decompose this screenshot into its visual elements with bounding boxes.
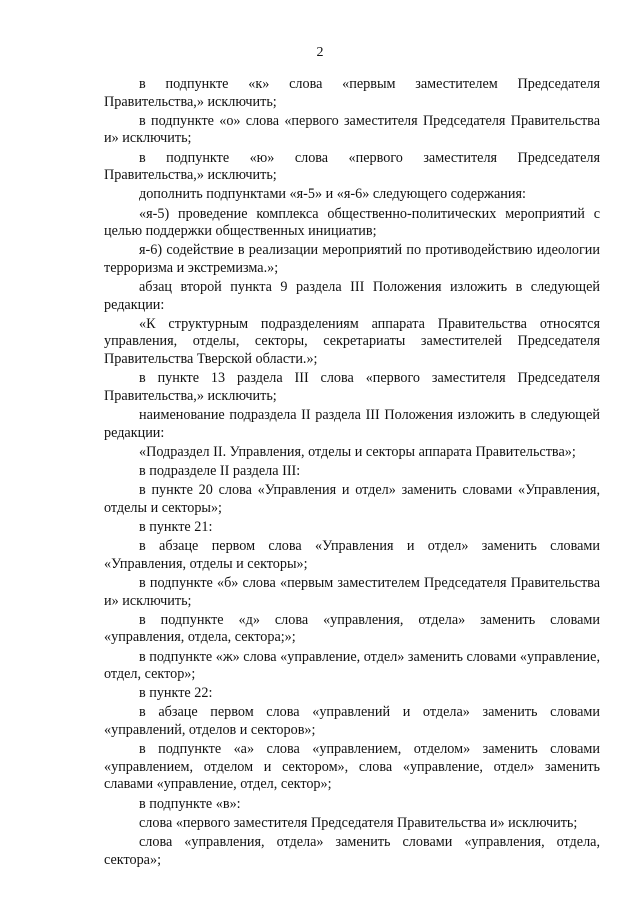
paragraph: «я-5) проведение комплекса общественно-политических мероприятий с целью поддержки общественных инициатив;: [104, 205, 600, 240]
paragraph: абзац второй пункта 9 раздела III Положения изложить в следующей редакции:: [104, 279, 600, 313]
paragraph: в пункте 13 раздела III слова «первого заместителя Председателя Правительства,» исключить;: [104, 370, 600, 404]
paragraph: наименование подраздела II раздела III Положения изложить в следующей редакции:: [104, 407, 600, 441]
paragraph: в пункте 22:: [139, 685, 213, 702]
paragraph: в подпункте «ж» слова «управление, отдел» заменить словами «управление, отдел, сектор»;: [104, 648, 600, 683]
paragraph: «К структурным подразделениям аппарата Правительства относятся управления, отделы, секторы, секретариаты заместителей Председателя Правительства Тверской области.»;: [104, 315, 600, 368]
paragraph: в подпункте «о» слова «первого заместителя Председателя Правительства и» исключить;: [104, 112, 600, 147]
paragraph: я-6) содействие в реализации мероприятий по противодействию идеологии терроризма и экстремизма.»;: [104, 242, 600, 276]
document-body: [104, 76, 600, 871]
paragraph: слова «управления, отдела» заменить словами «управления, отдела, сектора»;: [104, 834, 600, 868]
paragraph: дополнить подпунктами «я-5» и «я-6» следующего содержания:: [139, 186, 526, 203]
paragraph: в подпункте «в»:: [139, 795, 241, 812]
paragraph: в абзаце первом слова «Управления и отдел» заменить словами «Управления, отделы и секторы»;: [104, 538, 600, 572]
paragraph: в подпункте «б» слова «первым заместителем Председателя Правительства и» исключить;: [104, 574, 600, 609]
paragraph: в подпункте «ю» слова «первого заместителя Председателя Правительства,» исключить;: [104, 149, 600, 184]
paragraph: слова «первого заместителя Председателя Правительства и» исключить;: [139, 814, 578, 831]
paragraph: в подразделе II раздела III:: [139, 463, 301, 479]
paragraph: в пункте 21:: [139, 518, 213, 535]
paragraph: в подпункте «а» слова «управлением, отделом» заменить словами «управлением, отделом и сектором», слова «управление, отдел» заменить славами «управление, отдел, сектор»;: [104, 741, 600, 793]
paragraph: «Подраздел II. Управления, отделы и секторы аппарата Правительства»;: [139, 443, 576, 460]
paragraph: в подпункте «д» слова «управления, отдела» заменить словами «управления, отдела, сектора;»;: [104, 611, 600, 646]
page-number: 2: [316, 45, 324, 60]
paragraph: в пункте 20 слова «Управления и отдел» заменить словами «Управления, отделы и секторы»;: [104, 482, 600, 516]
paragraph: в подпункте «к» слова «первым заместителем Председателя Правительства,» исключить;: [104, 76, 600, 110]
paragraph: в абзаце первом слова «управлений и отдела» заменить словами «управлений, отделов и секторов»;: [104, 704, 600, 739]
